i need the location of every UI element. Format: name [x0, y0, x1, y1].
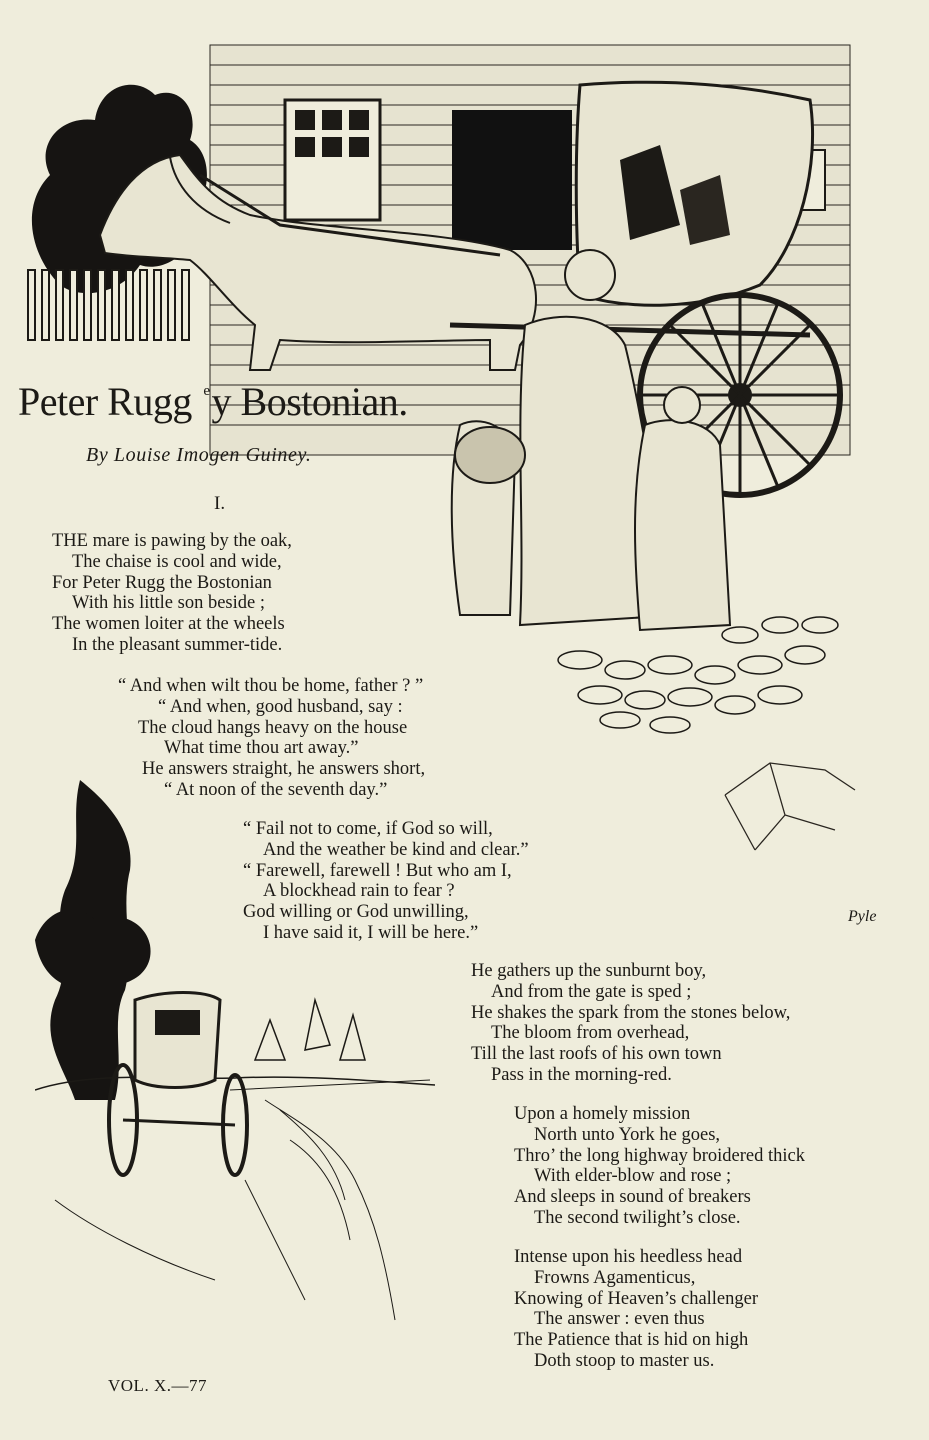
poem-line: God willing or God unwilling, [243, 902, 469, 923]
illustrator-signature: Pyle [848, 908, 877, 925]
poem-line: Knowing of Heaven’s challenger [514, 1288, 759, 1309]
poem-line: The cloud hangs heavy on the house [138, 717, 408, 738]
poem-line: “ Fail not to come, if God so will, [243, 819, 493, 839]
poem-line: He shakes the spark from the stones below, [471, 1002, 791, 1023]
poem-line: The second twilight’s close. [534, 1207, 741, 1228]
title-superscript: e [203, 383, 210, 399]
poem-line: The bloom from overhead, [491, 1023, 690, 1044]
poem-line: A blockhead rain to fear ? [263, 881, 455, 902]
poem-line: The women loiter at the wheels [52, 614, 285, 635]
poem-line: Frowns Agamenticus, [534, 1267, 696, 1288]
title-thorn: y [211, 379, 232, 424]
page-folio: VOL. X.—77 [108, 1376, 207, 1395]
poem-line: “ And when, good husband, say : [158, 696, 403, 717]
poem-line: Intense upon his heedless head [514, 1247, 743, 1267]
poem-line: And from the gate is sped ; [491, 981, 692, 1002]
section-number: I. [214, 493, 226, 514]
stanza-6 [514, 1247, 758, 1372]
title-name: Peter Rugg [18, 379, 192, 424]
poem-line: For Peter Rugg the Bostonian [52, 572, 272, 593]
poem-line: Upon a homely mission [514, 1104, 691, 1124]
stanza-3 [243, 819, 529, 944]
poem-line: And the weather be kind and clear.” [263, 839, 529, 860]
poem-line: “ At noon of the seventh day.” [164, 779, 388, 800]
poem-line: Pass in the morning-red. [491, 1064, 672, 1085]
poem-line: Till the last roofs of his own town [471, 1044, 722, 1065]
roadside-sketch [715, 755, 865, 865]
poem-line: He gathers up the sunburnt boy, [471, 961, 707, 981]
poem-line: With his little son beside ; [72, 593, 265, 614]
poem-line: And sleeps in sound of breakers [514, 1187, 751, 1208]
poem-line: “ And when wilt thou be home, father ? ” [118, 676, 424, 696]
stanza-4 [471, 961, 790, 1086]
stanza-1 [52, 531, 292, 656]
poem-line: In the pleasant summer-tide. [72, 634, 283, 655]
poem-line: Doth stoop to master us. [534, 1350, 715, 1371]
author-byline: By Louise Imogen Guiney. [86, 444, 312, 466]
poem-line: THE mare is pawing by the oak, [52, 531, 292, 551]
poem-line: Thro’ the long highway broidered thick [514, 1145, 805, 1166]
poem-line: The answer : even thus [534, 1309, 705, 1330]
poem-line: What time thou art away.” [164, 738, 359, 759]
stanza-5 [514, 1104, 805, 1229]
poem-line: He answers straight, he answers short, [142, 759, 426, 780]
title-place: Bostonian. [240, 379, 408, 424]
poem-line: North unto York he goes, [534, 1124, 721, 1145]
poem-line: “ Farewell, farewell ! But who am I, [243, 860, 512, 881]
poem-line: The chaise is cool and wide, [72, 551, 282, 572]
stanza-2 [118, 676, 425, 801]
poem-line: With elder-blow and rose ; [534, 1166, 732, 1187]
poem-line: I have said it, I will be here.” [263, 922, 479, 943]
poem-title [18, 378, 408, 425]
poem-line: The Patience that is hid on high [514, 1330, 749, 1351]
